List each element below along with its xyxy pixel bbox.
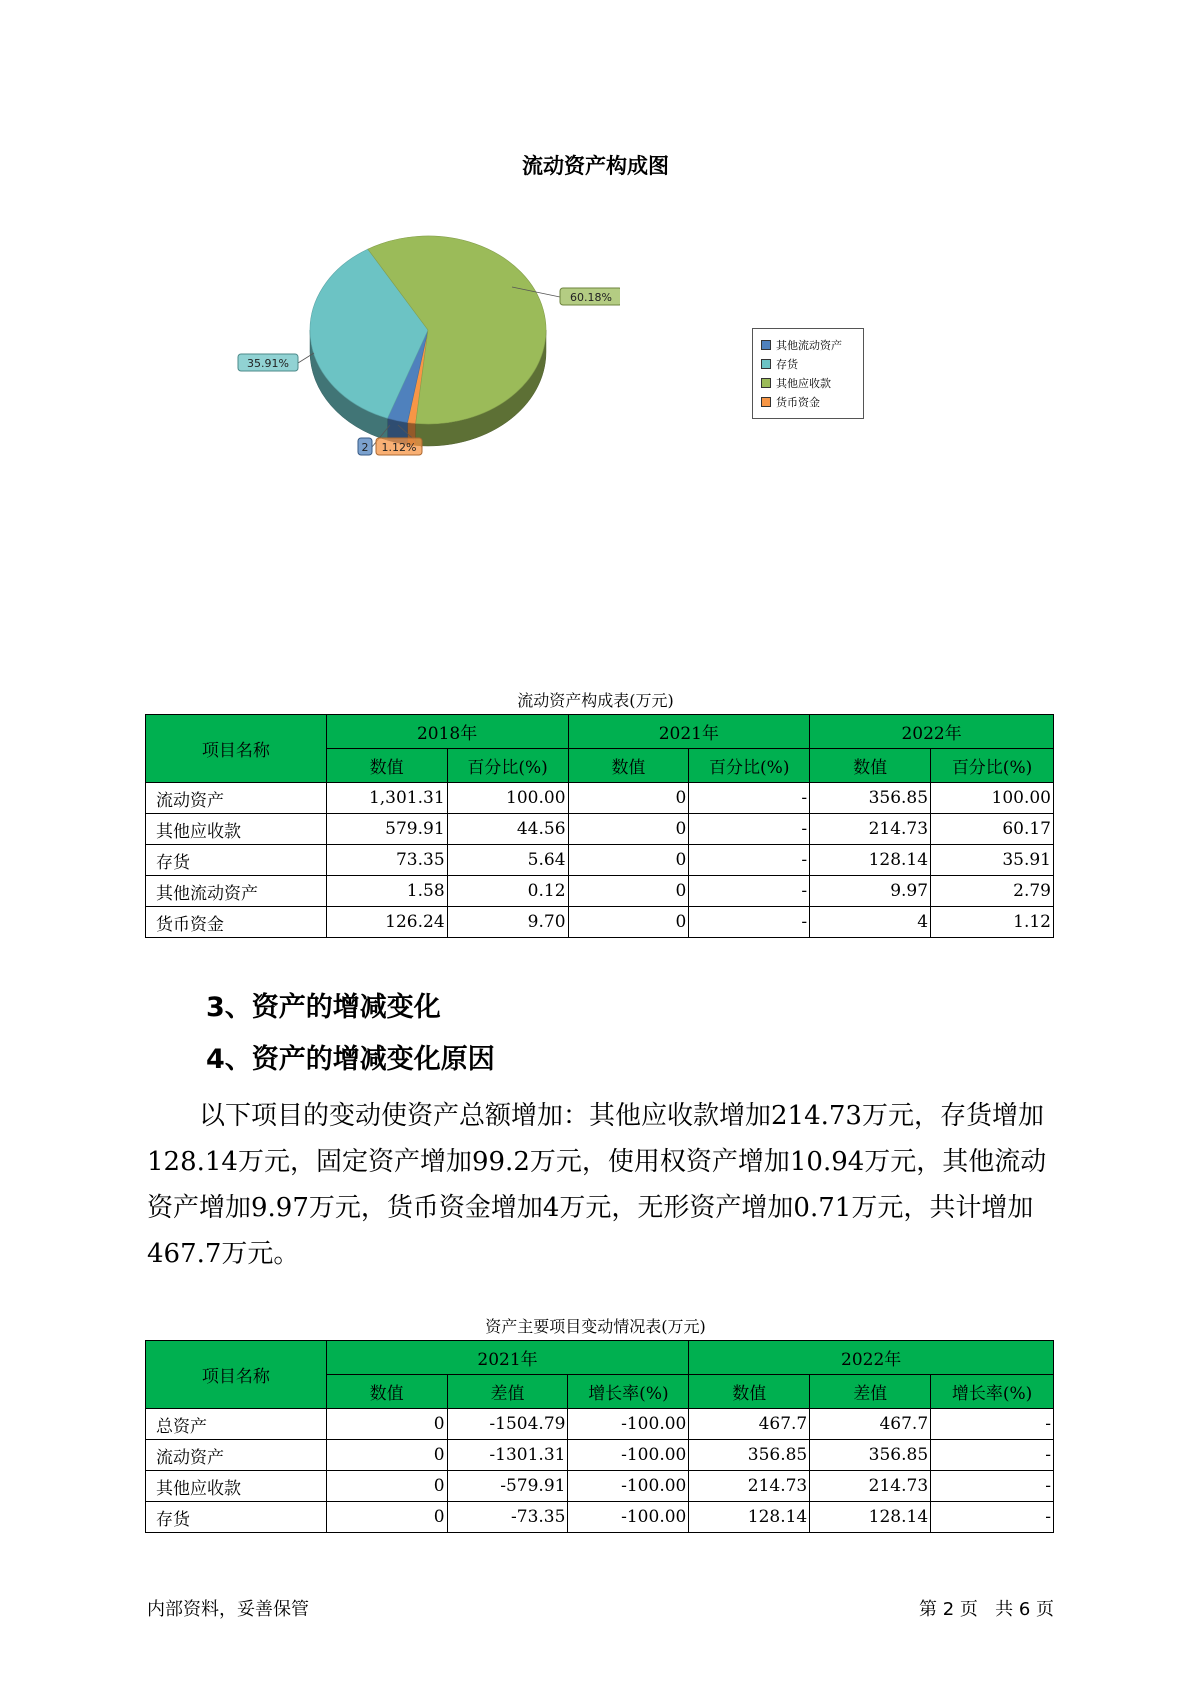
cell: 44.56 (447, 814, 568, 845)
row-name: 流动资产 (146, 783, 327, 814)
table2 (145, 1340, 1054, 1533)
legend-label: 其他应收款 (776, 376, 831, 390)
legend-item (761, 373, 863, 392)
pie-data-label: 35.91% (247, 357, 289, 370)
pie-data-label: 2 (361, 441, 369, 454)
legend-label: 其他流动资产 (776, 338, 842, 352)
table1-caption: 流动资产构成表(万元) (517, 691, 674, 710)
cell: 1.12 (931, 907, 1054, 938)
cell: 9.70 (447, 907, 568, 938)
pie-data-label: 1.12% (381, 441, 417, 454)
row-name: 其他应收款 (146, 1471, 327, 1502)
table-row (146, 783, 1054, 814)
table-row (146, 1471, 1054, 1502)
cell: - (931, 1409, 1054, 1440)
cell: 1.58 (326, 876, 447, 907)
table-row (146, 1502, 1054, 1533)
table-row (146, 845, 1054, 876)
cell: 9.97 (810, 876, 931, 907)
cell: - (931, 1502, 1054, 1533)
table2-sub-header: 增长率(%) (931, 1375, 1054, 1409)
cell: - (689, 845, 810, 876)
table2-caption: 资产主要项目变动情况表(万元) (485, 1317, 706, 1336)
table2-sub-header: 数值 (326, 1375, 447, 1409)
row-name: 其他应收款 (146, 814, 327, 845)
table-row (146, 876, 1054, 907)
cell: 0 (568, 907, 689, 938)
table2-sub-header: 差值 (447, 1375, 568, 1409)
cell: -579.91 (447, 1471, 568, 1502)
row-name: 存货 (146, 1502, 327, 1533)
row-name: 流动资产 (146, 1440, 327, 1471)
pie-chart (200, 225, 620, 495)
cell: -73.35 (447, 1502, 568, 1533)
cell: 73.35 (326, 845, 447, 876)
cell: 356.85 (810, 783, 931, 814)
cell: 100.00 (447, 783, 568, 814)
table2-name-header: 项目名称 (146, 1341, 327, 1409)
cell: 128.14 (810, 1502, 931, 1533)
cell: 0 (568, 876, 689, 907)
cell: 0 (326, 1471, 447, 1502)
cell: 0 (568, 783, 689, 814)
cell: 214.73 (810, 814, 931, 845)
cell: 467.7 (810, 1409, 931, 1440)
legend-swatch (761, 340, 771, 350)
legend-label: 存货 (776, 357, 798, 371)
cell: 5.64 (447, 845, 568, 876)
table2-year-header: 2022年 (689, 1341, 1054, 1375)
legend-swatch (761, 359, 771, 369)
legend-swatch (761, 397, 771, 407)
row-name: 存货 (146, 845, 327, 876)
cell: 467.7 (689, 1409, 810, 1440)
cell: -100.00 (568, 1471, 689, 1502)
table2-year-header: 2021年 (326, 1341, 689, 1375)
table-row (146, 814, 1054, 845)
table1 (145, 714, 1054, 938)
table2-sub-header: 数值 (689, 1375, 810, 1409)
chart-legend (752, 328, 864, 419)
table-row (146, 1409, 1054, 1440)
legend-item (761, 392, 863, 411)
cell: 60.17 (931, 814, 1054, 845)
table-row (146, 907, 1054, 938)
cell: - (689, 783, 810, 814)
table1-sub-header: 百分比(%) (931, 749, 1054, 783)
cell: - (689, 907, 810, 938)
table1-sub-header: 百分比(%) (689, 749, 810, 783)
cell: - (689, 876, 810, 907)
cell: 128.14 (810, 845, 931, 876)
cell: - (931, 1471, 1054, 1502)
cell: 0 (326, 1409, 447, 1440)
row-name: 货币资金 (146, 907, 327, 938)
table1-sub-header: 数值 (568, 749, 689, 783)
table1-sub-header: 百分比(%) (447, 749, 568, 783)
cell: 126.24 (326, 907, 447, 938)
legend-item (761, 354, 863, 373)
table2-sub-header: 差值 (810, 1375, 931, 1409)
cell: 35.91 (931, 845, 1054, 876)
pie-data-label: 60.18% (570, 291, 612, 304)
cell: 2.79 (931, 876, 1054, 907)
table1-year-header: 2021年 (568, 715, 810, 749)
cell: 356.85 (689, 1440, 810, 1471)
legend-label: 货币资金 (776, 395, 820, 409)
table1-year-header: 2022年 (810, 715, 1054, 749)
cell: 214.73 (689, 1471, 810, 1502)
cell: -100.00 (568, 1409, 689, 1440)
row-name: 其他流动资产 (146, 876, 327, 907)
cell: 4 (810, 907, 931, 938)
cell: 1,301.31 (326, 783, 447, 814)
cell: 579.91 (326, 814, 447, 845)
cell: 0 (326, 1502, 447, 1533)
row-name: 总资产 (146, 1409, 327, 1440)
section-heading: 4、资产的增减变化原因 (206, 1044, 495, 1075)
legend-swatch (761, 378, 771, 388)
table1-sub-header: 数值 (326, 749, 447, 783)
cell: -100.00 (568, 1440, 689, 1471)
cell: 128.14 (689, 1502, 810, 1533)
table-row (146, 1440, 1054, 1471)
legend-item (761, 335, 863, 354)
table1-year-header: 2018年 (326, 715, 568, 749)
table1-sub-header: 数值 (810, 749, 931, 783)
footer-note: 内部资料，妥善保管 (147, 1599, 309, 1620)
table2-sub-header: 增长率(%) (568, 1375, 689, 1409)
section-heading: 3、资产的增减变化 (206, 992, 441, 1023)
cell: 100.00 (931, 783, 1054, 814)
cell: - (931, 1440, 1054, 1471)
cell: -100.00 (568, 1502, 689, 1533)
cell: 0.12 (447, 876, 568, 907)
cell: - (689, 814, 810, 845)
cell: 0 (568, 845, 689, 876)
chart-title: 流动资产构成图 (522, 154, 669, 178)
body-paragraph: 以下项目的变动使资产总额增加：其他应收款增加214.73万元，存货增加128.14万元，固定资产增加99.2万元，使用权资产增加10.94万元，其他流动资产增加9.97万元，货币资金增加4万元，无形资产增加0.71万元，共计增加467.7万元。 (147, 1101, 1047, 1269)
cell: 214.73 (810, 1471, 931, 1502)
cell: -1504.79 (447, 1409, 568, 1440)
cell: 0 (326, 1440, 447, 1471)
page-number: 第 2 页 共 6 页 (919, 1599, 1054, 1620)
cell: 356.85 (810, 1440, 931, 1471)
table1-name-header: 项目名称 (146, 715, 327, 783)
cell: 0 (568, 814, 689, 845)
cell: -1301.31 (447, 1440, 568, 1471)
